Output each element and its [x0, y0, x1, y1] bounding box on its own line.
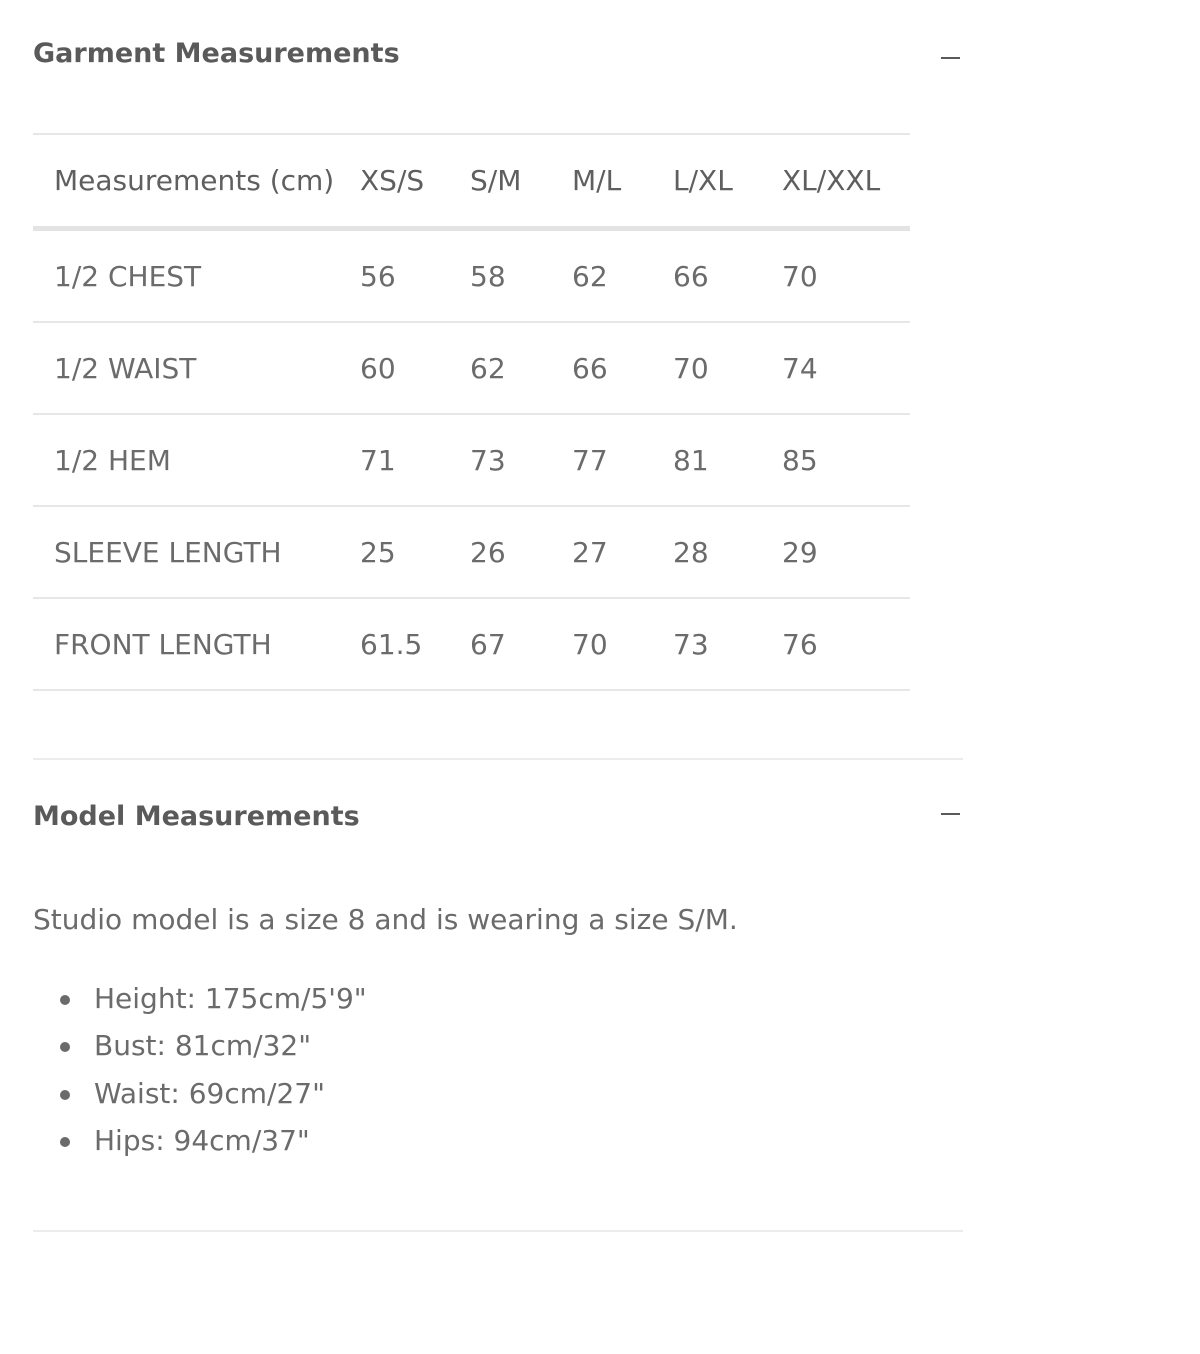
row-label: FRONT LENGTH	[33, 598, 360, 690]
table-cell: 62	[470, 322, 572, 414]
bullet-icon	[60, 1090, 70, 1100]
bullet-icon	[60, 995, 70, 1005]
model-measurements-header[interactable]	[33, 797, 963, 857]
table-cell: 70	[782, 229, 910, 323]
table-header-row	[33, 134, 910, 229]
bullet-icon	[60, 1042, 70, 1052]
table-cell: 27	[572, 506, 673, 598]
section-divider	[33, 1230, 963, 1232]
minus-icon	[941, 57, 960, 59]
table-cell: 74	[782, 322, 910, 414]
table-cell: 25	[360, 506, 470, 598]
minus-icon	[941, 813, 960, 815]
column-header-s-m: S/M	[470, 134, 572, 229]
table-cell: 73	[470, 414, 572, 506]
table-row	[33, 598, 910, 690]
column-header-measurements: Measurements (cm)	[33, 134, 360, 229]
row-label: 1/2 WAIST	[33, 322, 360, 414]
table-cell: 70	[673, 322, 782, 414]
table-cell: 56	[360, 229, 470, 323]
table-cell: 61.5	[360, 598, 470, 690]
table-cell: 67	[470, 598, 572, 690]
table-cell: 77	[572, 414, 673, 506]
table-cell: 58	[470, 229, 572, 323]
table-cell: 62	[572, 229, 673, 323]
collapse-garment-button[interactable]	[939, 44, 963, 68]
model-description: Studio model is a size 8 and is wearing a size S/M.	[33, 903, 738, 936]
garment-measurements-title: Garment Measurements	[33, 38, 400, 69]
table-cell: 60	[360, 322, 470, 414]
list-item-text: Bust: 81cm/32"	[94, 1029, 312, 1063]
list-item-text: Waist: 69cm/27"	[94, 1076, 325, 1110]
table-cell: 26	[470, 506, 572, 598]
list-item	[33, 1073, 367, 1120]
table-cell: 81	[673, 414, 782, 506]
table-row	[33, 414, 910, 506]
list-item-text: Hips: 94cm/37"	[94, 1123, 310, 1157]
column-header-xl-xxl: XL/XXL	[782, 134, 910, 229]
list-item	[33, 1025, 367, 1072]
column-header-l-xl: L/XL	[673, 134, 782, 229]
table-cell: 66	[572, 322, 673, 414]
model-measurements-title: Model Measurements	[33, 801, 360, 832]
table-row	[33, 229, 910, 323]
list-item	[33, 978, 367, 1025]
column-header-xs-s: XS/S	[360, 134, 470, 229]
table-row	[33, 506, 910, 598]
collapse-model-button[interactable]	[939, 800, 963, 824]
table-cell: 71	[360, 414, 470, 506]
column-header-m-l: M/L	[572, 134, 673, 229]
table-cell: 76	[782, 598, 910, 690]
table-cell: 28	[673, 506, 782, 598]
list-item-text: Height: 175cm/5'9"	[94, 982, 367, 1015]
list-item	[33, 1120, 367, 1167]
model-measurements-list	[33, 978, 367, 1167]
row-label: 1/2 CHEST	[33, 229, 360, 323]
table-cell: 85	[782, 414, 910, 506]
table-cell: 29	[782, 506, 910, 598]
garment-measurements-table	[33, 133, 910, 691]
table-cell: 70	[572, 598, 673, 690]
garment-measurements-header[interactable]	[33, 34, 963, 94]
table-cell: 73	[673, 598, 782, 690]
section-divider	[33, 758, 963, 760]
table-cell: 66	[673, 229, 782, 323]
row-label: SLEEVE LENGTH	[33, 506, 360, 598]
table-row	[33, 322, 910, 414]
row-label: 1/2 HEM	[33, 414, 360, 506]
bullet-icon	[60, 1137, 70, 1147]
